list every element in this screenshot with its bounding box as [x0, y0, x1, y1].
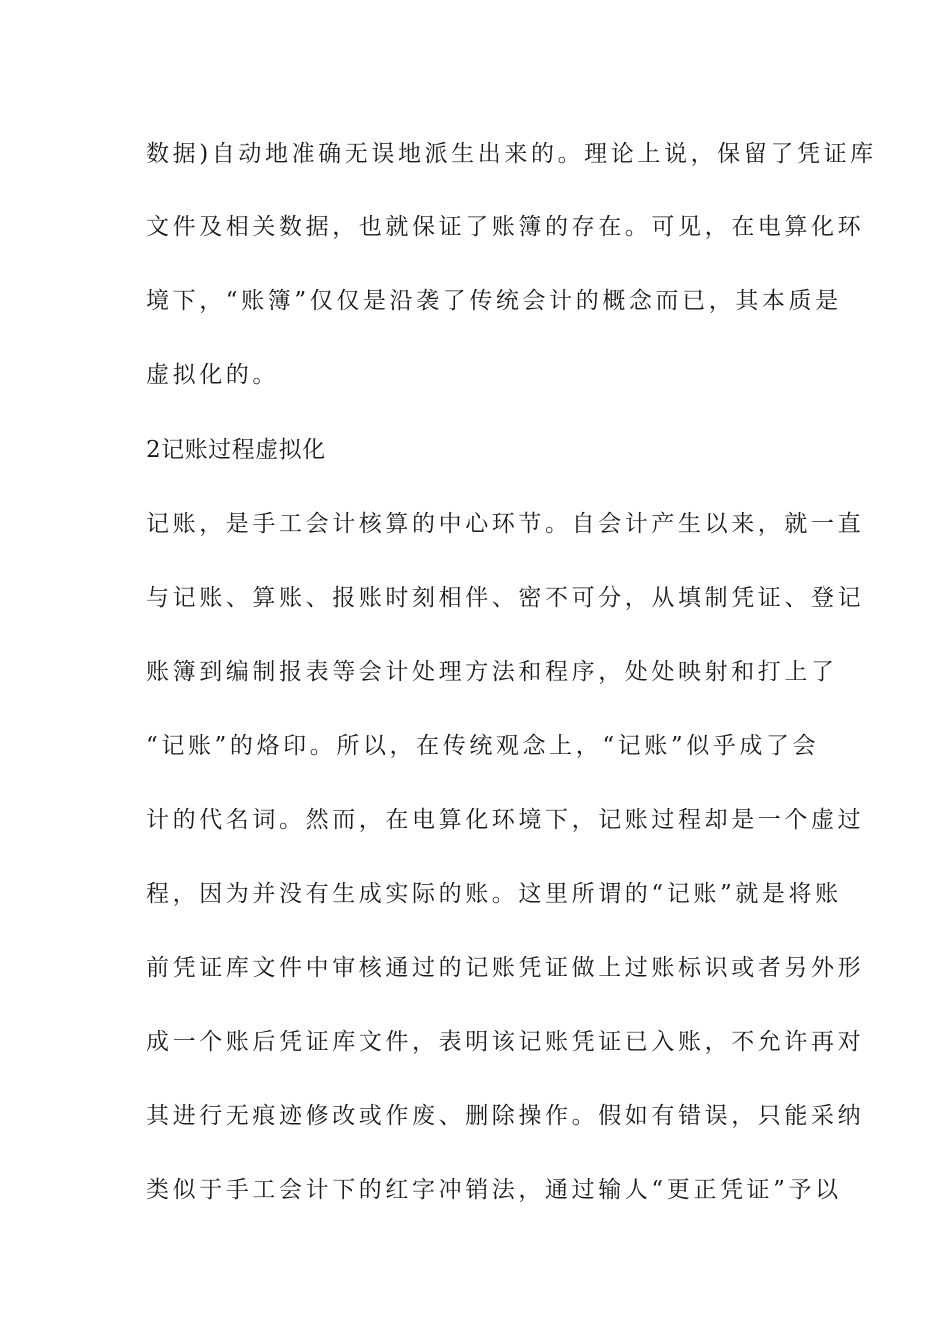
text-line: 前凭证库文件中审核通过的记账凭证做上过账标识或者另外形: [146, 955, 865, 981]
text-line: 记账，是手工会计核算的中心环节。自会计产生以来，就一直: [146, 511, 865, 537]
text-line: 数据)自动地准确无误地派生出来的。理论上说，保留了凭证库: [146, 141, 877, 167]
text-line: 文件及相关数据，也就保证了账簿的存在。可见，在电算化环: [146, 214, 865, 240]
section-heading: 2记账过程虚拟化: [146, 437, 326, 463]
text-line: 账簿到编制报表等会计处理方法和程序，处处映射和打上了: [146, 659, 838, 685]
text-line: 虚拟化的。: [146, 362, 279, 388]
text-line: “记账”的烙印。所以，在传统观念上，“记账”似乎成了会: [146, 733, 820, 759]
text-line: 计的代名词。然而，在电算化环境下，记账过程却是一个虚过: [146, 807, 865, 833]
text-line: 境下，“账簿”仅仅是沿袭了传统会计的概念而已，其本质是: [146, 288, 842, 314]
text-line: 其进行无痕迹修改或作废、删除操作。假如有错误，只能采纳: [146, 1103, 865, 1129]
text-line: 类似于手工会计下的红字冲销法，通过输人“更正凭证”予以: [146, 1177, 842, 1203]
text-line: 成一个账后凭证库文件，表明该记账凭证已入账，不允许再对: [146, 1029, 865, 1055]
text-line: 与记账、算账、报账时刻相伴、密不可分，从填制凭证、登记: [146, 585, 865, 611]
text-line: 程，因为并没有生成实际的账。这里所谓的“记账”就是将账: [146, 881, 842, 907]
